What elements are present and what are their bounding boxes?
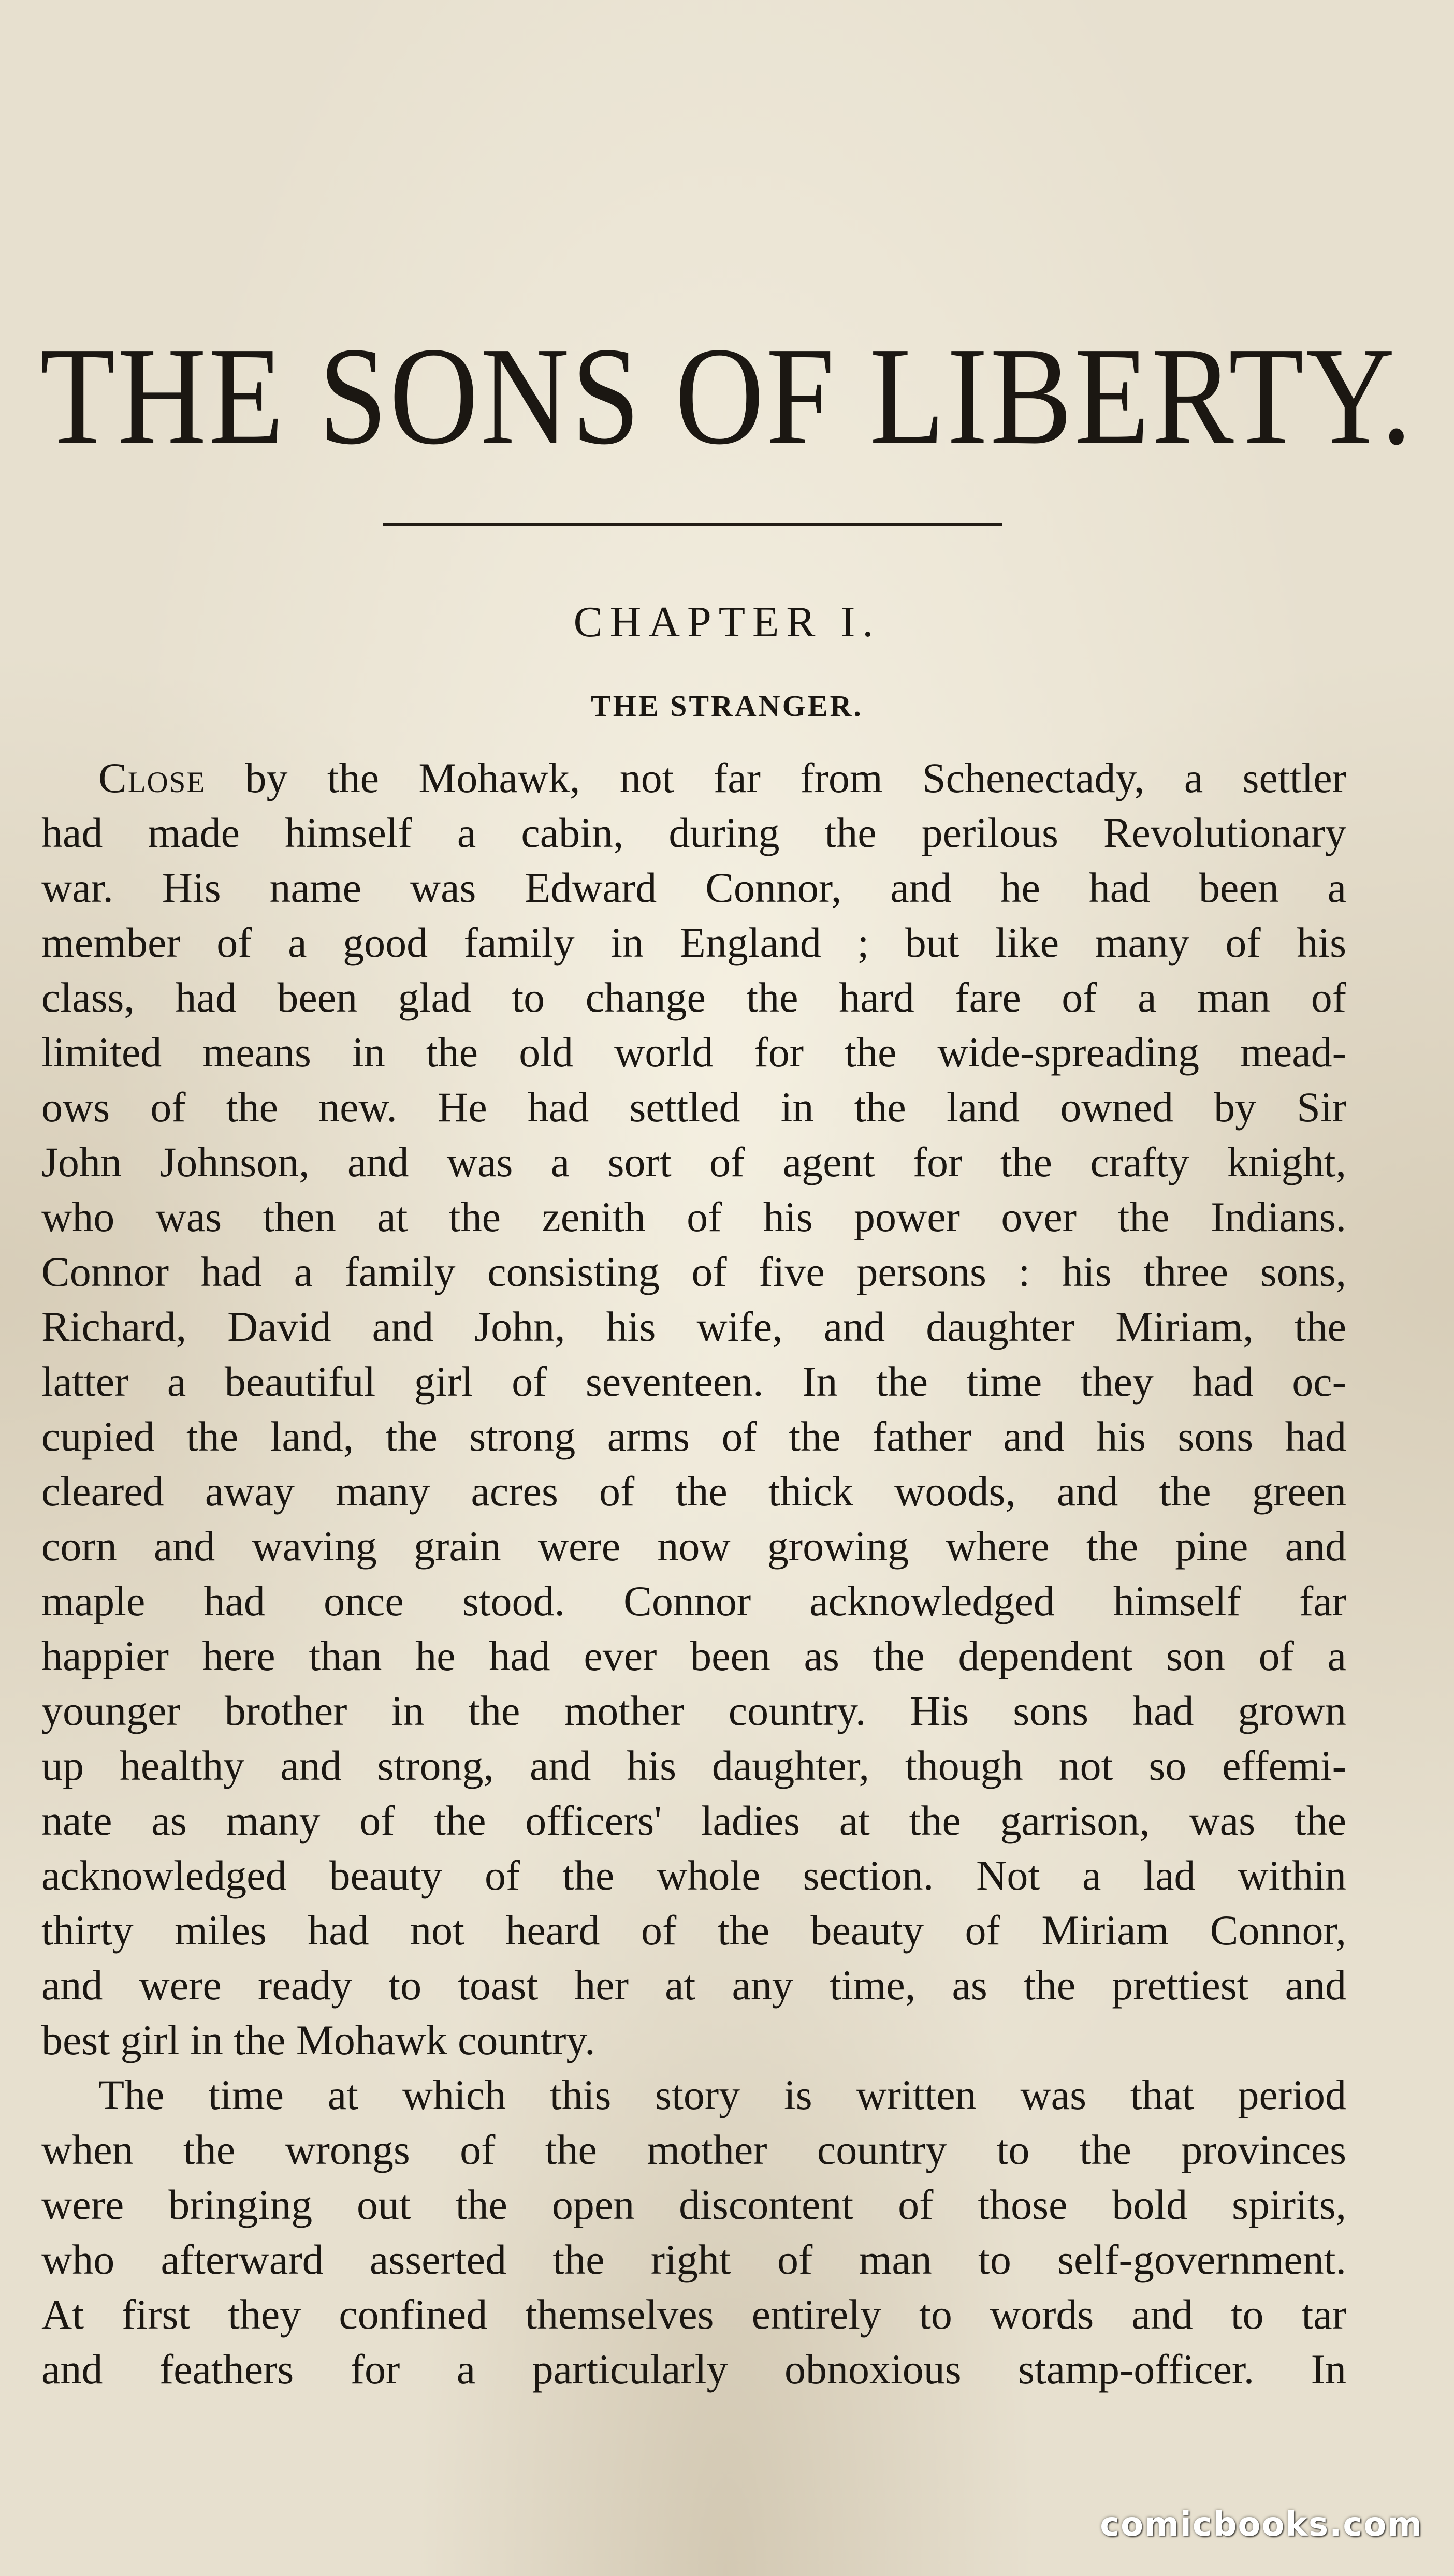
- body-text: [41, 751, 1346, 2397]
- paragraph-line: ows of the new. He had settled in the land owned by Sir: [41, 1084, 1346, 1131]
- chapter-subtitle: THE STRANGER.: [591, 689, 863, 723]
- paragraph-line: were bringing out the open discontent of those bold spirits,: [41, 2181, 1346, 2228]
- first-line-text: by the Mohawk, not far from Schenectady, a settler: [206, 754, 1346, 801]
- paragraph-line: The time at which this story is written was that period: [98, 2071, 1346, 2118]
- paragraph-line: who afterward asserted the right of man to self-government.: [41, 2236, 1346, 2283]
- paragraph-line: [41, 751, 1346, 806]
- paragraph-line: when the wrongs of the mother country to the provinces: [41, 2126, 1346, 2173]
- paragraph-line: latter a beautiful girl of seventeen. In the time they had oc-: [41, 1358, 1346, 1405]
- paragraph-1: [41, 751, 1346, 2068]
- paragraph-line: At first they confined themselves entirely to words and to tar: [41, 2291, 1346, 2338]
- paragraph-line: happier here than he had ever been as the dependent son of a: [41, 1632, 1346, 1679]
- drop-word: Close: [98, 754, 206, 801]
- paragraph-line: Richard, David and John, his wife, and daughter Miriam, the: [41, 1303, 1346, 1350]
- paragraph-line: best girl in the Mohawk country.: [41, 2016, 595, 2063]
- paragraph-line: John Johnson, and was a sort of agent for the crafty knight,: [41, 1138, 1346, 1185]
- paragraph-line: nate as many of the officers' ladies at the garrison, was the: [41, 1797, 1346, 1844]
- paragraph-line: who was then at the zenith of his power over the Indians.: [41, 1193, 1346, 1240]
- paragraph-line: and were ready to toast her at any time, as the prettiest and: [41, 1962, 1346, 2009]
- paragraph-line: and feathers for a particularly obnoxious stamp-officer. In: [41, 2346, 1346, 2393]
- paragraph-line: cleared away many acres of the thick woods, and the green: [41, 1468, 1346, 1515]
- paragraph-line: class, had been glad to change the hard fare of a man of: [41, 974, 1346, 1021]
- paragraph-line: war. His name was Edward Connor, and he had been a: [41, 864, 1346, 911]
- book-title: THE SONS OF LIBERTY.: [40, 318, 1414, 474]
- paragraph-line: cupied the land, the strong arms of the father and his sons had: [41, 1413, 1346, 1460]
- paragraph-2: [41, 2068, 1346, 2397]
- paragraph-line: thirty miles had not heard of the beauty of Miriam Connor,: [41, 1907, 1346, 1954]
- title-rule: [383, 523, 1002, 526]
- paragraph-line: younger brother in the mother country. His sons had grown: [41, 1687, 1346, 1734]
- paragraph-line: had made himself a cabin, during the perilous Revolutionary: [41, 809, 1346, 856]
- chapter-heading: CHAPTER I.: [573, 598, 881, 646]
- watermark: comicbooks.com: [1100, 2506, 1423, 2544]
- paragraph-line: maple had once stood. Connor acknowledged himself far: [41, 1577, 1346, 1624]
- paragraph-line: up healthy and strong, and his daughter, though not so effemi-: [41, 1742, 1346, 1789]
- paragraph-line: acknowledged beauty of the whole section. Not a lad within: [41, 1852, 1346, 1899]
- paragraph-line: Connor had a family consisting of five persons : his three sons,: [41, 1248, 1346, 1295]
- paragraph-line: limited means in the old world for the wide-spreading mead-: [41, 1029, 1346, 1076]
- paragraph-line: corn and waving grain were now growing where the pine and: [41, 1523, 1346, 1570]
- paragraph-line: member of a good family in England ; but like many of his: [41, 919, 1346, 966]
